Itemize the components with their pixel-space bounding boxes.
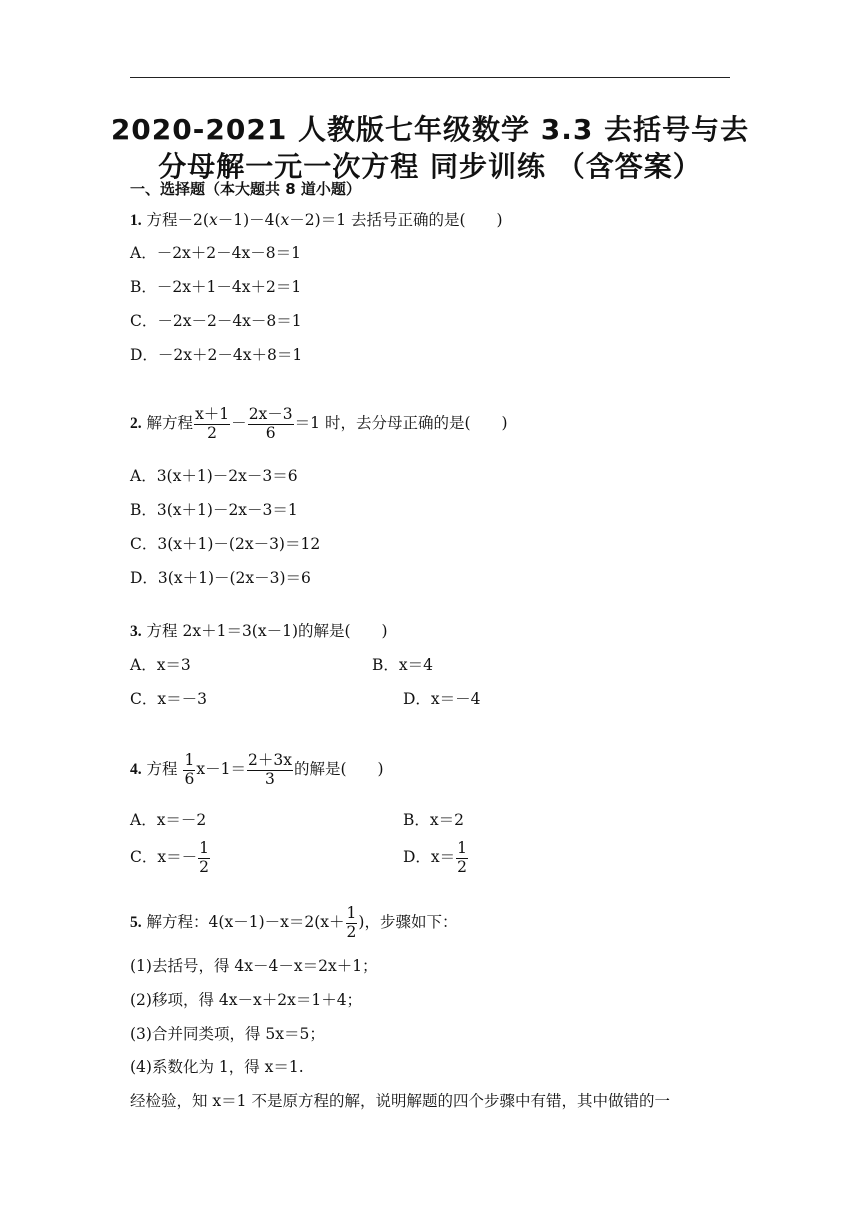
question-4-option-a: A．x＝－2 (130, 811, 207, 829)
question-3-option-a: A．x＝3 (130, 656, 191, 674)
question-3-stem: 3. 方程 2x＋1＝3(x－1)的解是( ) (130, 622, 388, 640)
fraction: $\frac{1}{2}$ (346, 903, 357, 941)
header-rule (130, 77, 730, 78)
question-4-option-b: B．x＝2 (403, 811, 464, 829)
question-3-option-c: C．x＝－3 (130, 690, 207, 708)
question-1-option-b: B．－2x＋1－4x＋2＝1 (130, 278, 302, 296)
doc-title-line2: 分母解一元一次方程 同步训练 （含答案） (158, 150, 702, 183)
question-4-stem: 4. 方程 $\frac{1}{6}$ x－1＝ $\frac{2+3x}{3}$ 的解是( ) (130, 750, 384, 788)
question-5-stem: 5. 解方程：4(x－1)－x＝2(x＋ $\frac{1}{2}$ )，步骤如下： (130, 903, 458, 941)
question-1-option-a: A．－2x＋2－4x－8＝1 (130, 244, 301, 262)
fraction: $\frac{1}{6}$ (184, 750, 195, 788)
question-4-option-c: C．x＝－ $\frac{1}{2}$ (130, 838, 209, 876)
question-3-option-b: B．x＝4 (372, 656, 433, 674)
doc-title-line1: 2020-2021 人教版七年级数学 3.3 去括号与去 (110, 113, 750, 146)
question-5-step-2: (2)移项，得 4x－x＋2x＝1＋4； (130, 991, 363, 1009)
fraction: $\frac{x+1}{2}$ (195, 404, 230, 442)
fraction: $\frac{1}{2}$ (457, 838, 468, 876)
question-4-option-d: D．x＝ $\frac{1}{2}$ (403, 838, 468, 876)
question-number: 3. (130, 623, 142, 640)
question-2-option-b: B．3(x＋1)－2x－3＝1 (130, 501, 298, 519)
question-3-option-d: D．x＝－4 (403, 690, 481, 708)
question-1-option-d: D．－2x＋2－4x＋8＝1 (130, 346, 303, 364)
question-2-stem: 2. 解方程 $\frac{x+1}{2}$ － $\frac{2x-3}{6}$ ＝1 时，去分母正确的是( ) (130, 404, 508, 442)
question-5-step-4: (4)系数化为 1，得 x＝1. (130, 1058, 304, 1076)
question-1-stem: 1. 方程－2(x－1)－4(x－2)＝1 去括号正确的是( ) (130, 211, 503, 229)
question-2-option-a: A．3(x＋1)－2x－3＝6 (130, 467, 298, 485)
question-number: 5. (130, 914, 142, 931)
question-2-option-c: C．3(x＋1)－(2x－3)＝12 (130, 535, 321, 553)
question-number: 2. (130, 415, 142, 432)
question-1-option-c: C．－2x－2－4x－8＝1 (130, 312, 302, 330)
question-number: 4. (130, 761, 142, 778)
fraction: $\frac{2x-3}{6}$ (248, 404, 293, 442)
fraction: $\frac{2+3x}{3}$ (247, 750, 292, 788)
fraction: $\frac{1}{2}$ (199, 838, 209, 876)
question-5-step-1: (1)去括号，得 4x－4－x＝2x＋1； (130, 957, 378, 975)
question-number: 1. (130, 212, 142, 229)
question-5-check: 经检验，知 x＝1 不是原方程的解，说明解题的四个步骤中有错，其中做错的一 (130, 1092, 670, 1110)
question-2-option-d: D．3(x＋1)－(2x－3)＝6 (130, 569, 311, 587)
section-heading: 一、选择题（本大题共 8 道小题） (130, 180, 361, 198)
question-5-step-3: (3)合并同类项，得 5x＝5； (130, 1025, 325, 1043)
